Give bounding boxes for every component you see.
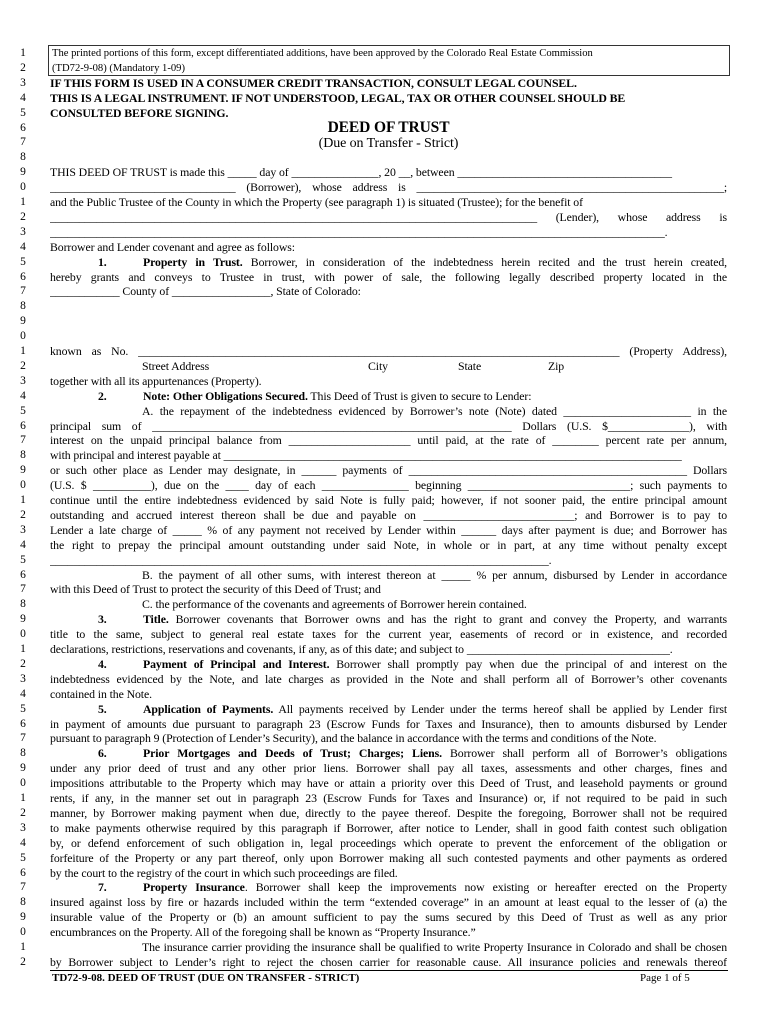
address-field-label: Street Address	[142, 358, 210, 373]
line-number: 0	[20, 777, 26, 790]
document-line	[0, 478, 770, 493]
line-text	[50, 389, 727, 404]
document-line	[0, 389, 770, 404]
line-text	[50, 210, 727, 225]
line-number: 4	[20, 91, 26, 104]
line-text	[50, 195, 727, 210]
document-line	[0, 61, 770, 76]
line-number: 5	[20, 851, 26, 864]
line-content: __________________________________________________________________________________________________________.	[50, 224, 668, 239]
line-text	[50, 91, 727, 106]
line-text	[50, 731, 727, 746]
footer-page-number: Page 1 of 5	[640, 972, 690, 984]
line-number: 9	[20, 464, 26, 477]
document-line	[0, 329, 770, 344]
line-number: 1	[20, 643, 26, 655]
document-line	[0, 821, 770, 836]
line-number: 5	[20, 404, 26, 417]
document-line	[0, 836, 770, 851]
document-line	[0, 270, 770, 285]
line-content: ____________ County of _________________, State of Colorado:	[50, 284, 361, 299]
document-line	[0, 642, 770, 657]
line-content: by the court to the registry of the court in which such proceedings are filed.	[50, 865, 398, 880]
document-line	[0, 538, 770, 553]
line-number: 3	[20, 374, 26, 387]
document-line	[0, 299, 770, 314]
line-number: 2	[20, 61, 26, 74]
line-content: ______________________________________________________________________________________.	[50, 552, 552, 567]
line-content: principal sum of ______________________________________________________________ Dollars (U.S. $______________), with	[50, 418, 727, 433]
document-line	[0, 225, 770, 240]
line-number: 8	[20, 449, 26, 462]
line-number: 9	[20, 762, 26, 775]
line-number: 3	[20, 76, 26, 89]
line-number: 4	[20, 240, 26, 253]
paragraph-heading: Note: Other Obligations Secured.	[143, 388, 308, 403]
line-number: 2	[20, 955, 26, 968]
line-number: 8	[20, 300, 26, 313]
line-number: 7	[20, 136, 26, 149]
line-number: 1	[20, 792, 26, 804]
line-content: hereby grants and conveys to Trustee in trust, with power of sale, the following legally described property located in the	[50, 269, 727, 284]
document-line	[0, 776, 770, 791]
document-line	[0, 880, 770, 895]
line-text	[50, 776, 727, 791]
line-text	[50, 284, 727, 299]
line-number: 4	[20, 538, 26, 551]
line-text	[50, 582, 727, 597]
paragraph-number: 7.	[98, 880, 107, 895]
line-content: Borrower and Lender covenant and agree as follows:	[50, 239, 295, 254]
document-line	[0, 657, 770, 672]
line-content: ____________________________________________________________________________________ (Lender), whose address is	[50, 209, 727, 224]
approval-notice-text: (TD72-9-08) (Mandatory 1-09)	[52, 62, 185, 74]
line-number: 9	[20, 911, 26, 924]
document-line	[0, 91, 770, 106]
line-number: 9	[20, 166, 26, 179]
paragraph-number: 1.	[98, 254, 107, 269]
line-number: 9	[20, 315, 26, 328]
line-text	[50, 150, 727, 165]
line-number: 3	[20, 821, 26, 834]
document-line	[0, 374, 770, 389]
line-text	[50, 880, 727, 895]
document-subtitle: (Due on Transfer - Strict)	[318, 136, 459, 152]
line-number: 3	[20, 523, 26, 536]
line-content: pursuant to paragraph 9 (Protection of Lender’s Security), and the balance in accordance with the terms and conditions of the Note.	[50, 731, 657, 746]
line-content: title to the same, subject to general real estate taxes for the current year, easements of record or in existence, and recorded	[50, 627, 727, 642]
footer-form-title: TD72-9-08. DEED OF TRUST (DUE ON TRANSFER - STRICT)	[52, 972, 360, 984]
line-content: indebtedness evidenced by the Note, and late charges as provided in the Note and shall perform all of Borrower’s other covenants	[50, 671, 727, 686]
line-content: declarations, restrictions, reservations and covenants, if any, as of this date; and subject to ___________________________________.	[50, 642, 673, 656]
paragraph-heading: Property in Trust.	[143, 254, 243, 269]
line-text	[50, 493, 727, 508]
line-number: 8	[20, 598, 26, 611]
line-text	[50, 553, 727, 568]
paragraph-text: Borrower covenants that Borrower owns and has the right to grant and convey the Property, and warrants	[168, 612, 727, 627]
line-text	[50, 270, 727, 285]
line-number: 0	[20, 628, 26, 641]
document-line	[0, 627, 770, 642]
document-line	[0, 851, 770, 866]
line-text	[50, 225, 727, 240]
line-text	[50, 568, 727, 583]
footer-divider	[50, 970, 728, 971]
document-line	[0, 195, 770, 210]
paragraph-text: All payments received by Lender under the terms hereof shall be applied by Lender first	[273, 701, 727, 716]
line-content: B. the payment of all other sums, with interest thereon at _____ % per annum, disbursed by Lender in accordance	[142, 567, 727, 582]
line-number: 2	[20, 806, 26, 819]
line-text	[50, 463, 727, 478]
line-text	[50, 538, 727, 553]
line-number: 4	[20, 389, 26, 402]
line-text	[50, 359, 727, 374]
paragraph-heading: Payment of Principal and Interest.	[143, 656, 330, 671]
line-content: continue until the entire indebtedness evidenced by said Note is fully paid; however, if not sooner paid, the entire principal amount	[50, 493, 727, 507]
line-number: 7	[20, 881, 26, 894]
line-text	[50, 448, 727, 463]
line-number: 9	[20, 613, 26, 626]
line-number: 3	[20, 672, 26, 685]
document-line	[0, 493, 770, 508]
line-number: 2	[20, 210, 26, 223]
line-text	[50, 895, 727, 910]
line-text	[50, 76, 727, 91]
document-line	[0, 672, 770, 687]
line-text	[50, 508, 727, 523]
address-field-label: Zip	[548, 358, 565, 373]
line-number: 7	[20, 285, 26, 298]
paragraph-heading: Property Insurance	[143, 880, 245, 895]
line-content: C. the performance of the covenants and agreements of Borrower herein contained.	[142, 597, 527, 612]
line-text	[50, 925, 727, 940]
line-text	[50, 910, 727, 925]
paragraph-number: 4.	[98, 656, 107, 671]
line-content: ________________________________ (Borrower), whose address is _____________________________________________________;	[50, 180, 727, 195]
line-text	[50, 523, 727, 538]
paragraph-heading: Title.	[143, 612, 169, 627]
document-line	[0, 508, 770, 523]
approval-notice-text: The printed portions of this form, except differentiated additions, have been approved by the Colorado Real Estate Commission	[52, 48, 593, 59]
line-number: 7	[20, 732, 26, 745]
document-line	[0, 463, 770, 478]
line-text	[50, 374, 727, 389]
line-number: 5	[20, 106, 26, 119]
line-content: A. the repayment of the indebtedness evidenced by Borrower’s note (Note) dated ______________________ in the	[142, 403, 727, 418]
line-content: THIS IS A LEGAL INSTRUMENT. IF NOT UNDERSTOOD, LEGAL, TAX OR OTHER COUNSEL SHOULD BE	[50, 90, 626, 105]
address-field-label: State	[458, 358, 482, 373]
document-line	[0, 582, 770, 597]
line-content: contained in the Note.	[50, 686, 152, 701]
line-number: 8	[20, 747, 26, 760]
line-text	[50, 329, 727, 344]
document-line	[0, 597, 770, 612]
line-text	[50, 165, 727, 180]
paragraph-text: Borrower shall promptly pay when due the principal of and interest on the	[329, 656, 727, 671]
paragraph-heading: Application of Payments.	[143, 701, 274, 716]
line-text	[50, 866, 727, 881]
line-content: THIS DEED OF TRUST is made this _____ day of _______________, 20 __, between _____________________________________	[50, 165, 672, 180]
line-text	[50, 478, 727, 493]
line-text	[50, 119, 727, 137]
line-number: 2	[20, 359, 26, 372]
line-content: under any prior deed of trust and any other prior liens. Borrower shall pay all taxes, assessments and other charges, fines and	[50, 761, 727, 776]
line-text	[50, 791, 727, 806]
line-text	[50, 717, 727, 732]
line-text	[50, 955, 727, 970]
line-number: 6	[20, 270, 26, 283]
line-text	[50, 761, 727, 776]
document-line	[0, 746, 770, 761]
line-text	[50, 687, 727, 702]
line-content: in payment of amounts due pursuant to paragraph 23 (Escrow Funds for Taxes and Insurance), then to amounts disbursed by Lender	[50, 716, 727, 731]
line-text	[50, 419, 727, 434]
line-number: 1	[20, 47, 26, 59]
line-content: by Borrower subject to Lender’s right to reject the chosen carrier for reasonable cause. All insurance policies and renewals thereof	[50, 954, 727, 969]
line-content: the right to prepay the principal amount outstanding under said Note, in whole or in part, at any time without penalty except	[50, 537, 727, 552]
line-content: (U.S. $ __________), due on the ____ day of each _______________ beginning ____________________________; such payments to	[50, 478, 727, 493]
line-text	[50, 672, 727, 687]
line-number: 1	[20, 345, 26, 357]
document-line	[0, 523, 770, 538]
line-number: 1	[20, 941, 26, 953]
line-number: 6	[20, 121, 26, 134]
line-content: known as No. ___________________________________________________________________________________ (Property Address),	[50, 344, 727, 358]
line-text	[50, 404, 727, 419]
line-number: 1	[20, 196, 26, 208]
line-text	[52, 46, 729, 61]
line-content: impositions attributable to the Property which may have or attain a priority over this Deed of Trust, and leasehold payments or ground	[50, 776, 727, 791]
document-line	[0, 404, 770, 419]
line-number: 0	[20, 479, 26, 492]
line-text	[50, 940, 727, 955]
paragraph-text: . Borrower shall keep the improvements now existing or hereafter erected on the Property	[244, 880, 727, 895]
document-line	[0, 925, 770, 940]
line-number: 2	[20, 657, 26, 670]
line-number: 6	[20, 419, 26, 432]
line-text	[50, 702, 727, 717]
line-content: interest on the unpaid principal balance from _____________________ until paid, at the rate of ________ percent rate per annum,	[50, 433, 727, 448]
line-number: 2	[20, 508, 26, 521]
document-line	[0, 284, 770, 299]
line-content: Lender a late charge of _____ % of any payment not received by Lender within ______ days after payment is due; and Borrower has	[50, 522, 727, 537]
document-line	[0, 180, 770, 195]
line-content: to make payments otherwise required by this paragraph if Borrower, after notice to Lender, shall in good faith contest such obligation	[50, 820, 727, 835]
document-line	[0, 433, 770, 448]
document-line	[0, 359, 770, 374]
document-line	[0, 940, 770, 955]
line-number: 0	[20, 181, 26, 194]
paragraph-text: Borrower, in consideration of the indebtedness herein recited and the trust herein created,	[242, 254, 727, 269]
paragraph-number: 2.	[98, 388, 107, 403]
line-number: 4	[20, 687, 26, 700]
document-line	[0, 612, 770, 627]
paragraph-number: 5.	[98, 701, 107, 716]
line-content: encumbrances on the Property. All of the foregoing shall be known as “Property Insurance.”	[50, 925, 476, 940]
line-text	[50, 344, 727, 359]
document-line	[0, 910, 770, 925]
line-text	[50, 836, 727, 851]
paragraph-number: 3.	[98, 612, 107, 627]
document-line	[0, 761, 770, 776]
line-text	[50, 180, 727, 195]
line-content: with this Deed of Trust to protect the security of this Deed of Trust; and	[50, 582, 381, 597]
document-line	[0, 135, 770, 150]
document-title: DEED OF TRUST	[327, 118, 450, 136]
paragraph-text: Borrower shall perform all of Borrower’s obligations	[441, 746, 727, 761]
line-content: manner, by Borrower making payment when due, directly to the payee thereof. Despite the foregoing, Borrower shall not be required	[50, 805, 727, 820]
line-number: 7	[20, 583, 26, 596]
address-field-label: City	[368, 358, 388, 373]
line-text	[50, 657, 727, 672]
line-content: with principal and interest payable at _______________________________________________________________________________	[50, 448, 682, 463]
document-line	[0, 344, 770, 359]
line-content: forfeiture of the Property or any part thereof, only upon Borrower making all such contested payments and other payments as ordered	[50, 850, 727, 865]
line-text	[52, 61, 729, 76]
document-line	[0, 791, 770, 806]
paragraph-heading: Prior Mortgages and Deeds of Trust; Charges; Liens.	[143, 746, 442, 761]
paragraph-number: 6.	[98, 746, 107, 761]
document-line	[0, 240, 770, 255]
line-text	[50, 806, 727, 821]
document-line	[0, 568, 770, 583]
line-content: or such other place as Lender may designate, in ______ payments of ________________________________________________ Dollars	[50, 463, 727, 478]
line-number: 7	[20, 434, 26, 447]
document-line	[0, 314, 770, 329]
line-number: 4	[20, 836, 26, 849]
line-text	[50, 240, 727, 255]
document-line	[0, 806, 770, 821]
line-text	[50, 255, 727, 270]
line-number: 8	[20, 896, 26, 909]
document-line	[0, 553, 770, 568]
document-line	[0, 955, 770, 970]
document-line	[0, 731, 770, 746]
line-text	[50, 746, 727, 761]
line-number: 0	[20, 330, 26, 343]
document-line	[0, 419, 770, 434]
document-line	[0, 76, 770, 91]
line-content: The insurance carrier providing the insurance shall be qualified to write Property Insurance in Colorado and shall be chosen	[142, 940, 727, 954]
document-line	[0, 895, 770, 910]
line-text	[50, 642, 727, 657]
document-line	[0, 866, 770, 881]
line-number: 5	[20, 255, 26, 268]
line-content: insured against loss by fire or hazards included within the term “extended coverage” in an amount at least equal to the lesser of (a) the	[50, 895, 727, 910]
line-content: rents, if any, in the manner set out in paragraph 23 (Escrow Funds for Taxes and Insurance) or, if not required to be paid in such	[50, 791, 727, 805]
line-number: 3	[20, 225, 26, 238]
line-text	[50, 627, 727, 642]
line-text	[50, 821, 727, 836]
document-line	[0, 165, 770, 180]
line-number: 0	[20, 926, 26, 939]
document-line	[0, 150, 770, 165]
document-line	[0, 717, 770, 732]
line-text	[50, 612, 727, 627]
document-line	[0, 448, 770, 463]
line-number: 6	[20, 866, 26, 879]
line-content: and the Public Trustee of the County in which the Property (see paragraph 1) is situated (Trustee); for the benefit of	[50, 195, 583, 209]
line-content: insurable value of the Property or (b) an amount sufficient to pay the sums secured by this Deed of Trust as well as any prior	[50, 910, 727, 925]
document-line	[0, 687, 770, 702]
line-content: by, or defend enforcement of such obligation in, legal proceedings which operate to prevent the enforcement of the obligation or	[50, 835, 727, 850]
line-number: 5	[20, 702, 26, 715]
line-text	[50, 314, 727, 329]
line-content: outstanding and accrued interest thereon shall be due and payable on __________________________; and Borrower is to pay to	[50, 507, 727, 522]
line-number: 8	[20, 151, 26, 164]
line-text	[50, 597, 727, 612]
document-line	[0, 46, 770, 61]
document-line	[0, 210, 770, 225]
line-number: 6	[20, 717, 26, 730]
line-number: 5	[20, 553, 26, 566]
line-number: 6	[20, 568, 26, 581]
line-content: together with all its appurtenances (Property).	[50, 373, 262, 388]
line-text	[50, 433, 727, 448]
line-content: IF THIS FORM IS USED IN A CONSUMER CREDIT TRANSACTION, CONSULT LEGAL COUNSEL.	[50, 75, 577, 90]
line-text	[50, 851, 727, 866]
paragraph-text: This Deed of Trust is given to secure to Lender:	[307, 388, 532, 403]
line-number: 1	[20, 494, 26, 506]
document-line	[0, 702, 770, 717]
document-line	[0, 118, 770, 136]
line-text	[50, 299, 727, 314]
line-content: CONSULTED BEFORE SIGNING.	[50, 105, 229, 120]
document-line	[0, 255, 770, 270]
